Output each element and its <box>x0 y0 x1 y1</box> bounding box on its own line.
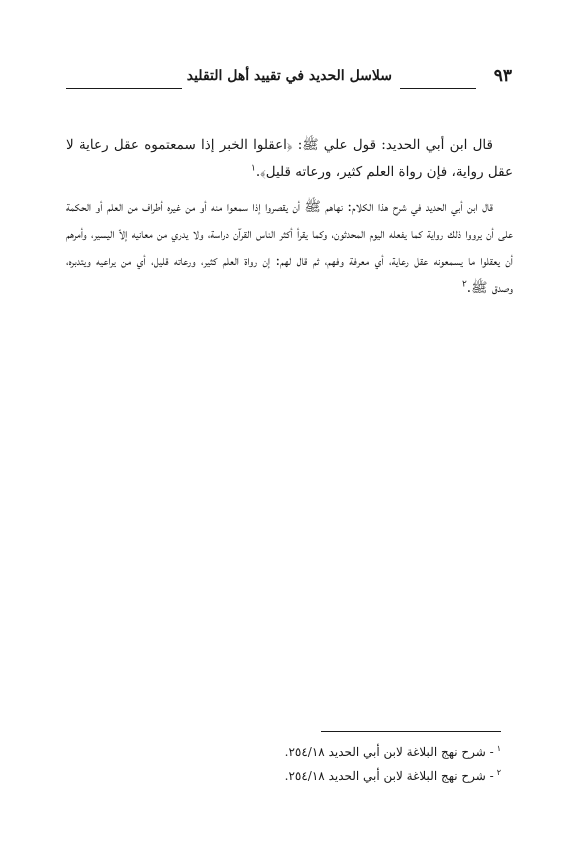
header-rule-short <box>400 88 476 89</box>
footnote-2-text: - شرح نهج البلاغة لابن أبي الحديد ٢٥٤/١٨. <box>284 769 494 783</box>
footnote-1 <box>54 740 501 764</box>
footnote-ref-1[interactable]: ١ <box>251 163 256 174</box>
footnote-1-marker: ١ <box>496 744 501 753</box>
paragraph-2 <box>66 194 513 302</box>
footnote-1-text: - شرح نهج البلاغة لابن أبي الحديد ٢٥٤/١٨. <box>284 745 494 759</box>
page-number: ٩٣ <box>493 66 512 86</box>
paragraph-1 <box>66 132 513 186</box>
running-title: سلاسل الحديد في تقييد أهل التقليد <box>186 68 392 84</box>
main-text <box>66 132 513 310</box>
paragraph-1-text: قال ابن أبي الحديد: قول علي ﷺ: ﴿اعقلوا الخبر إذا سمعتموه عقل رعاية لا عقل رواية، فإن رواة العلم كثير، ورعاته قليل﴾. <box>66 137 513 180</box>
footnote-2 <box>54 764 501 788</box>
footnotes <box>54 740 501 788</box>
footnote-separator <box>321 731 501 732</box>
footnote-2-marker: ٢ <box>496 768 501 777</box>
running-header <box>66 66 512 90</box>
footnote-ref-2[interactable]: ٢ <box>461 279 467 290</box>
header-rule <box>66 88 182 89</box>
paragraph-2-text: قال ابن أبي الحديد في شرح هذا الكلام: نهاهم ﷺ أن يقصروا إذا سمعوا منه أو من غيره أطراف من العلم أو الحكمة على أن يرووا ذلك رواية كما يفعله اليوم المحدثون، وكما يقرأ أكثر الناس القرآن دراسة، ولا يدري من معانيه إلاّ اليسير، وأمرهم أن يعقلوا ما يسمعونه عقل رعاية، أي معرفة وفهم، ثم قال لهم: إن رواة العلم كثير، ورعاته قليل، أي من يراعيه ويتدبره، وصدق ﷺ. <box>66 199 513 296</box>
